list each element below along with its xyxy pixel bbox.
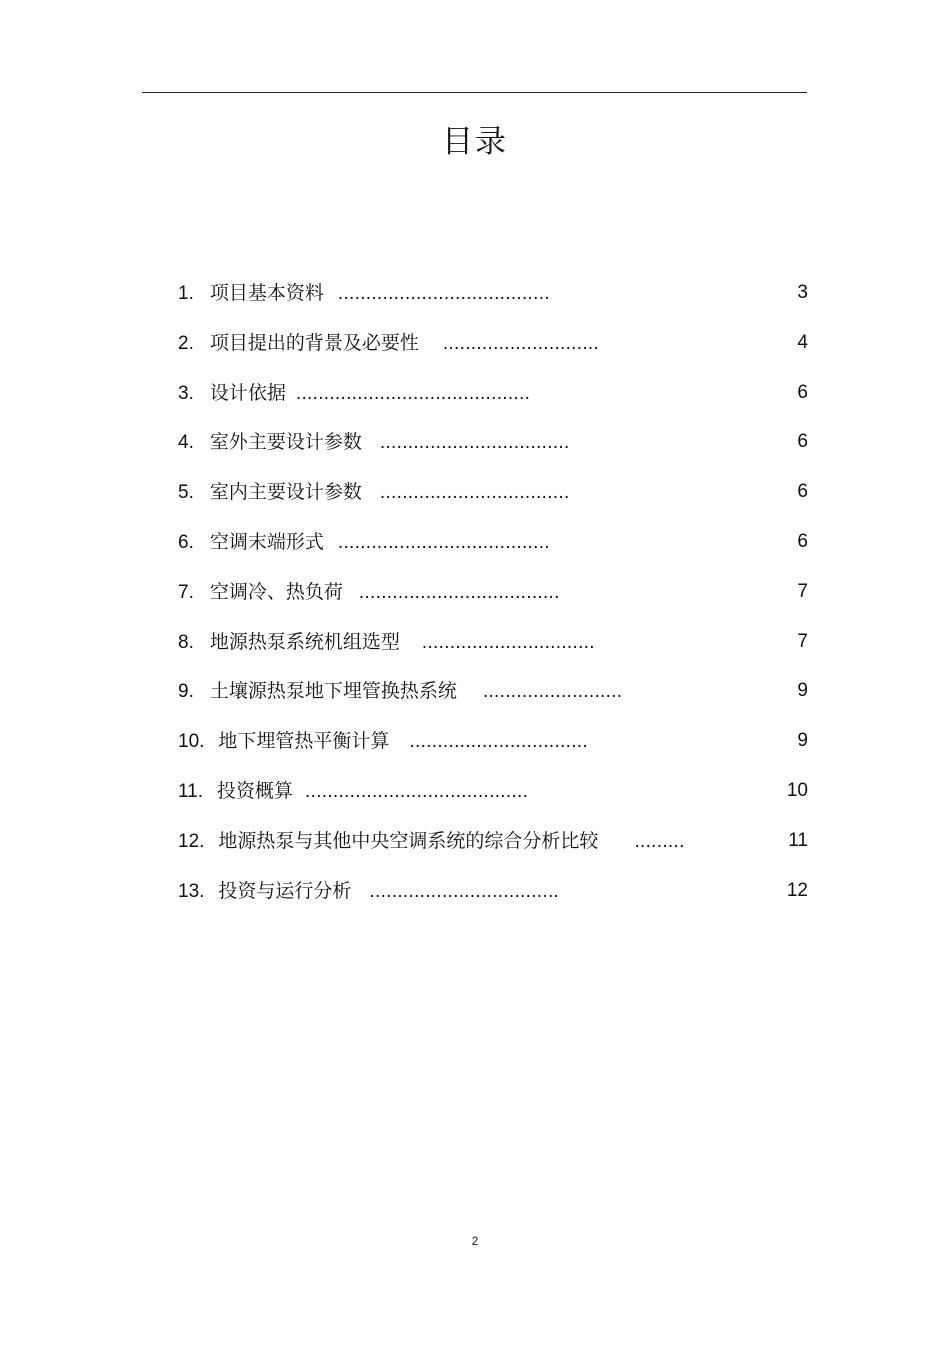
toc-entry-12[interactable] bbox=[178, 821, 808, 871]
toc-entry-1[interactable] bbox=[178, 273, 808, 323]
toc-leader-dots: .................................... bbox=[358, 581, 560, 603]
page-title: 目录 bbox=[442, 124, 508, 160]
toc-page-number: 12 bbox=[786, 879, 808, 901]
toc-number: 13. bbox=[178, 880, 205, 902]
toc-entry-8[interactable] bbox=[178, 622, 808, 672]
toc-title: 室内主要设计参数 bbox=[209, 481, 362, 504]
toc-page-number: 6 bbox=[797, 481, 808, 503]
toc-entry-13[interactable] bbox=[178, 871, 808, 921]
toc-leader-dots: ...................................... bbox=[337, 531, 550, 553]
toc-leader-dots: ........................................ bbox=[305, 780, 529, 802]
toc-entry-10[interactable] bbox=[178, 721, 808, 771]
toc-title: 项目基本资料 bbox=[209, 282, 324, 304]
toc-number: 9. bbox=[178, 681, 194, 703]
toc-leader-dots: .......................................... bbox=[295, 382, 531, 404]
header-rule bbox=[142, 92, 807, 93]
toc-title: 室外主要设计参数 bbox=[209, 431, 362, 454]
toc-number: 5. bbox=[178, 482, 194, 504]
toc-leader-dots: .................................. bbox=[379, 482, 570, 504]
toc-page-number: 6 bbox=[797, 431, 808, 453]
toc-leader-dots: .................................. bbox=[379, 432, 570, 454]
toc-number: 11. bbox=[178, 780, 204, 802]
toc-page-number: 9 bbox=[797, 680, 808, 702]
toc-number: 8. bbox=[178, 631, 194, 653]
toc-page-number: 6 bbox=[797, 530, 808, 552]
toc-title: 空调末端形式 bbox=[209, 530, 324, 553]
toc-title: 地下埋管热平衡计算 bbox=[218, 730, 390, 753]
toc-entry-4[interactable] bbox=[178, 422, 808, 472]
toc-leader-dots: ................................ bbox=[409, 731, 588, 753]
toc-page-number: 3 bbox=[797, 282, 808, 303]
page-footer-number: 2 bbox=[471, 1234, 479, 1248]
table-of-contents bbox=[178, 273, 808, 920]
toc-entry-2[interactable] bbox=[178, 323, 808, 373]
toc-number: 1. bbox=[178, 283, 194, 304]
toc-entry-9[interactable] bbox=[178, 671, 808, 721]
toc-entry-6[interactable] bbox=[178, 522, 808, 572]
toc-title: 投资与运行分析 bbox=[218, 879, 352, 902]
toc-entry-5[interactable] bbox=[178, 472, 808, 522]
toc-number: 7. bbox=[178, 581, 194, 603]
toc-number: 3. bbox=[178, 382, 194, 404]
toc-title: 项目提出的背景及必要性 bbox=[209, 331, 419, 354]
toc-entry-11[interactable] bbox=[178, 771, 808, 821]
toc-leader-dots: ............................... bbox=[421, 631, 595, 653]
toc-entry-3[interactable] bbox=[178, 373, 808, 423]
toc-number: 6. bbox=[178, 531, 194, 553]
toc-title: 地源热泵与其他中央空调系统的综合分析比较 bbox=[218, 829, 599, 852]
toc-leader-dots: ...................................... bbox=[337, 283, 550, 304]
toc-leader-dots: ......... bbox=[634, 830, 685, 852]
toc-title: 设计依据 bbox=[209, 381, 286, 404]
toc-number: 10. bbox=[178, 731, 205, 753]
toc-leader-dots: .................................. bbox=[369, 880, 560, 902]
toc-entry-7[interactable] bbox=[178, 572, 808, 622]
toc-page-number: 4 bbox=[797, 331, 808, 353]
toc-title: 地源热泵系统机组选型 bbox=[209, 630, 400, 653]
toc-title: 投资概算 bbox=[217, 779, 294, 802]
toc-page-number: 9 bbox=[797, 730, 808, 752]
toc-number: 4. bbox=[178, 432, 194, 454]
toc-leader-dots: ............................ bbox=[442, 332, 600, 354]
toc-number: 12. bbox=[178, 830, 205, 852]
toc-page-number: 6 bbox=[797, 381, 808, 403]
toc-number: 2. bbox=[178, 332, 194, 354]
toc-page-number: 11 bbox=[788, 829, 808, 851]
toc-title: 土壤源热泵地下埋管换热系统 bbox=[209, 680, 457, 703]
toc-page-number: 10 bbox=[786, 779, 808, 801]
toc-page-number: 7 bbox=[797, 630, 808, 652]
toc-title: 空调冷、热负荷 bbox=[209, 580, 343, 603]
toc-leader-dots: ......................... bbox=[482, 681, 623, 703]
toc-page-number: 7 bbox=[797, 580, 808, 602]
